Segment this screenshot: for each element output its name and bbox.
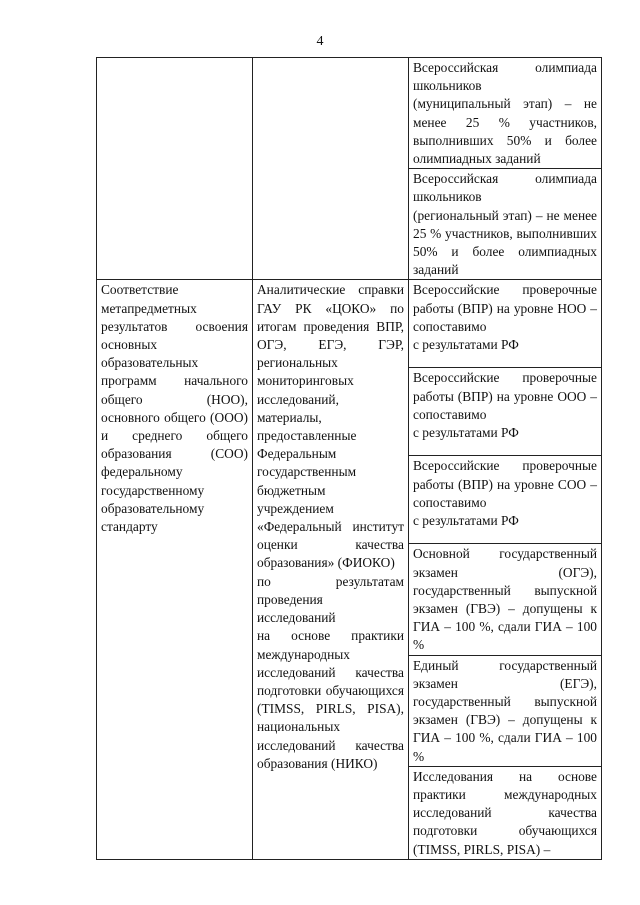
table-cell: [97, 280, 253, 859]
cell-text: Всероссийские проверочные работы (ВПР) на уровне ООО – сопоставимо с результатами РФ: [413, 370, 597, 441]
page-number: 4: [316, 34, 324, 49]
table-row: [97, 58, 602, 169]
cell-text: Всероссийские проверочные работы (ВПР) на уровне СОО – сопоставимо с результатами РФ: [413, 458, 597, 529]
cell-text: Единый государственный экзамен (ЕГЭ), государственный выпускной экзамен (ГВЭ) – допущены к ГИА – 100 %, сдали ГИА – 100 %: [413, 657, 597, 764]
cell-text: Исследования на основе практики международных исследований качества подготовки обучающихся (TIMSS, PIRLS, PISA) –: [413, 768, 597, 857]
table-cell: [409, 766, 602, 859]
table-cell-empty: [253, 58, 409, 280]
cell-text: Всероссийская олимпиада школьников (региональный этап) – не менее 25 % участников, выполнивших 50% и более олимпиадных заданий: [413, 171, 597, 278]
criterion-text: Соответствие метапредметных результатов освоения основных образовательных программ начального общего (НОО), основного общего (ООО) и среднего общего образования (СОО) федеральному государственному образовательному стандарту: [101, 282, 248, 535]
table-cell: [253, 280, 409, 859]
cell-text: Всероссийские проверочные работы (ВПР) на уровне НОО – сопоставимо с результатами РФ: [413, 282, 597, 353]
table-cell: [409, 280, 602, 368]
criteria-table: [96, 57, 602, 860]
table-cell: [409, 368, 602, 456]
table-cell: [409, 544, 602, 655]
table-row: [97, 280, 602, 368]
cell-text: Основной государственный экзамен (ОГЭ), государственный выпускной экзамен (ГВЭ) – допущены к ГИА – 100 %, сдали ГИА – 100 %: [413, 546, 597, 653]
table-cell-empty: [97, 58, 253, 280]
table-cell: [409, 169, 602, 280]
source-text: Аналитические справки ГАУ РК «ЦОКО» по итогам проведения ВПР, ОГЭ, ЕГЭ, ГЭР, региональных мониторинговых исследований, материалы, предоставленные Федеральным государственным бюджетным учреждением «Федеральный институт оценки качества образования» (ФИОКО) по результатам проведения исследований на основе практики международных исследований качества подготовки обучающихся (TIMSS, PIRLS, PISA), национальных исследований качества образования (НИКО): [257, 282, 404, 771]
table-cell: [409, 655, 602, 766]
table-cell: [409, 456, 602, 544]
table-cell: [409, 58, 602, 169]
cell-text: Всероссийская олимпиада школьников (муниципальный этап) – не менее 25 % участников, выполнивших 50% и более олимпиадных заданий: [413, 60, 597, 167]
